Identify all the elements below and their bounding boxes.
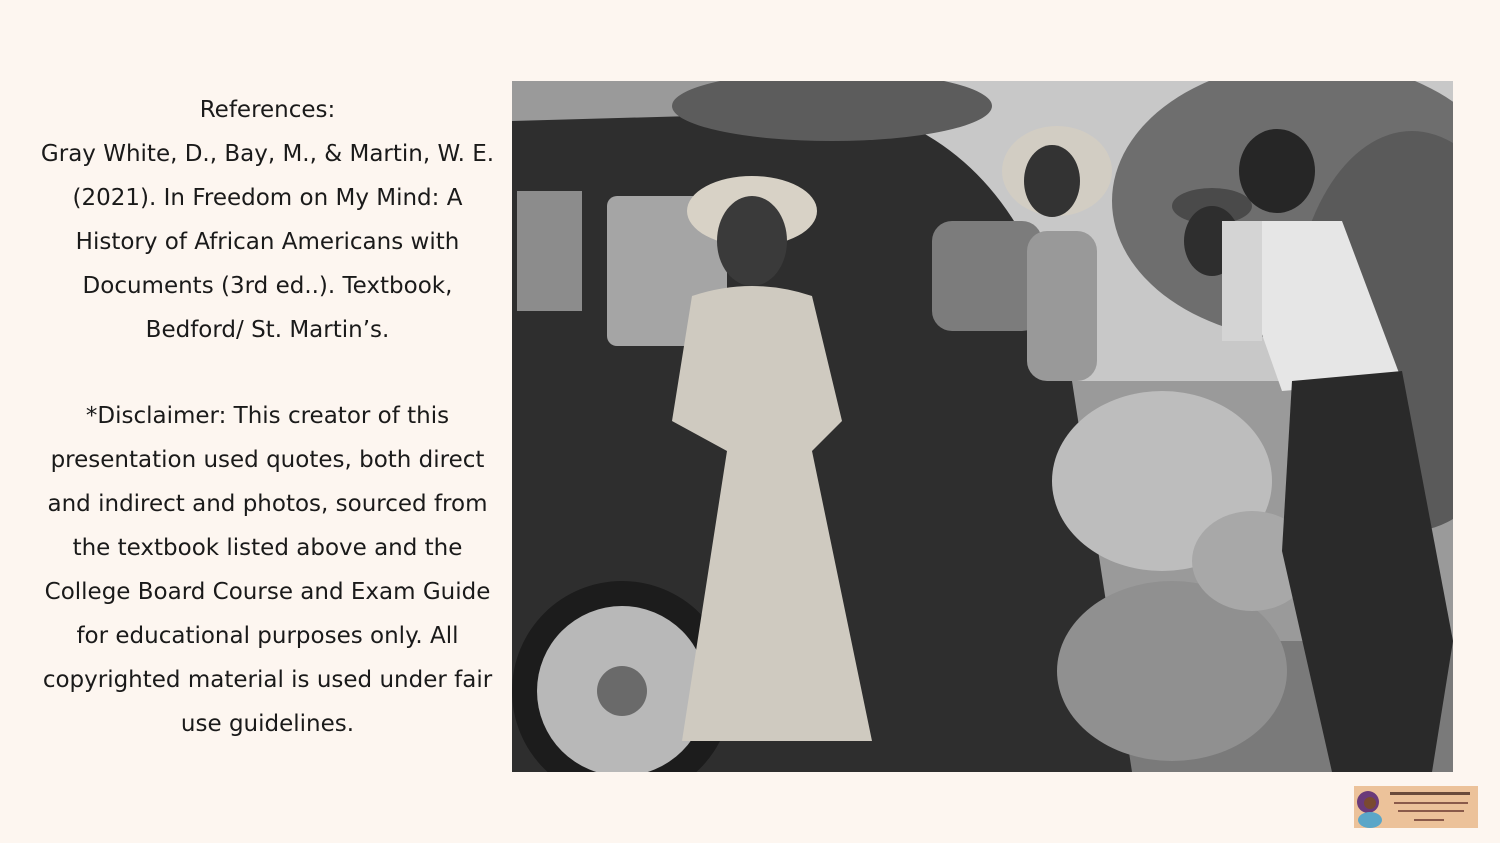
logo-graphic — [1354, 786, 1478, 828]
spacer — [40, 352, 495, 394]
references-heading: References: — [199, 97, 336, 123]
photo-illustration — [512, 81, 1453, 772]
historical-photo — [512, 81, 1453, 772]
disclaimer-text: *Disclaimer: This creator of this presentation used quotes, both direct and indirect and photos, sourced from the textbook listed above and the College Board Course and Exam Guide for educational purposes only. All copyrighted material is used under fair use guidelines. — [42, 403, 493, 737]
brand-logo — [1354, 786, 1478, 828]
references-panel — [40, 88, 495, 746]
references-citation: Gray White, D., Bay, M., & Martin, W. E. (2021). In Freedom on My Mind: A History of African Americans with Documents (3rd ed..). Textbook, Bedford/ St. Martin’s. — [40, 141, 495, 343]
